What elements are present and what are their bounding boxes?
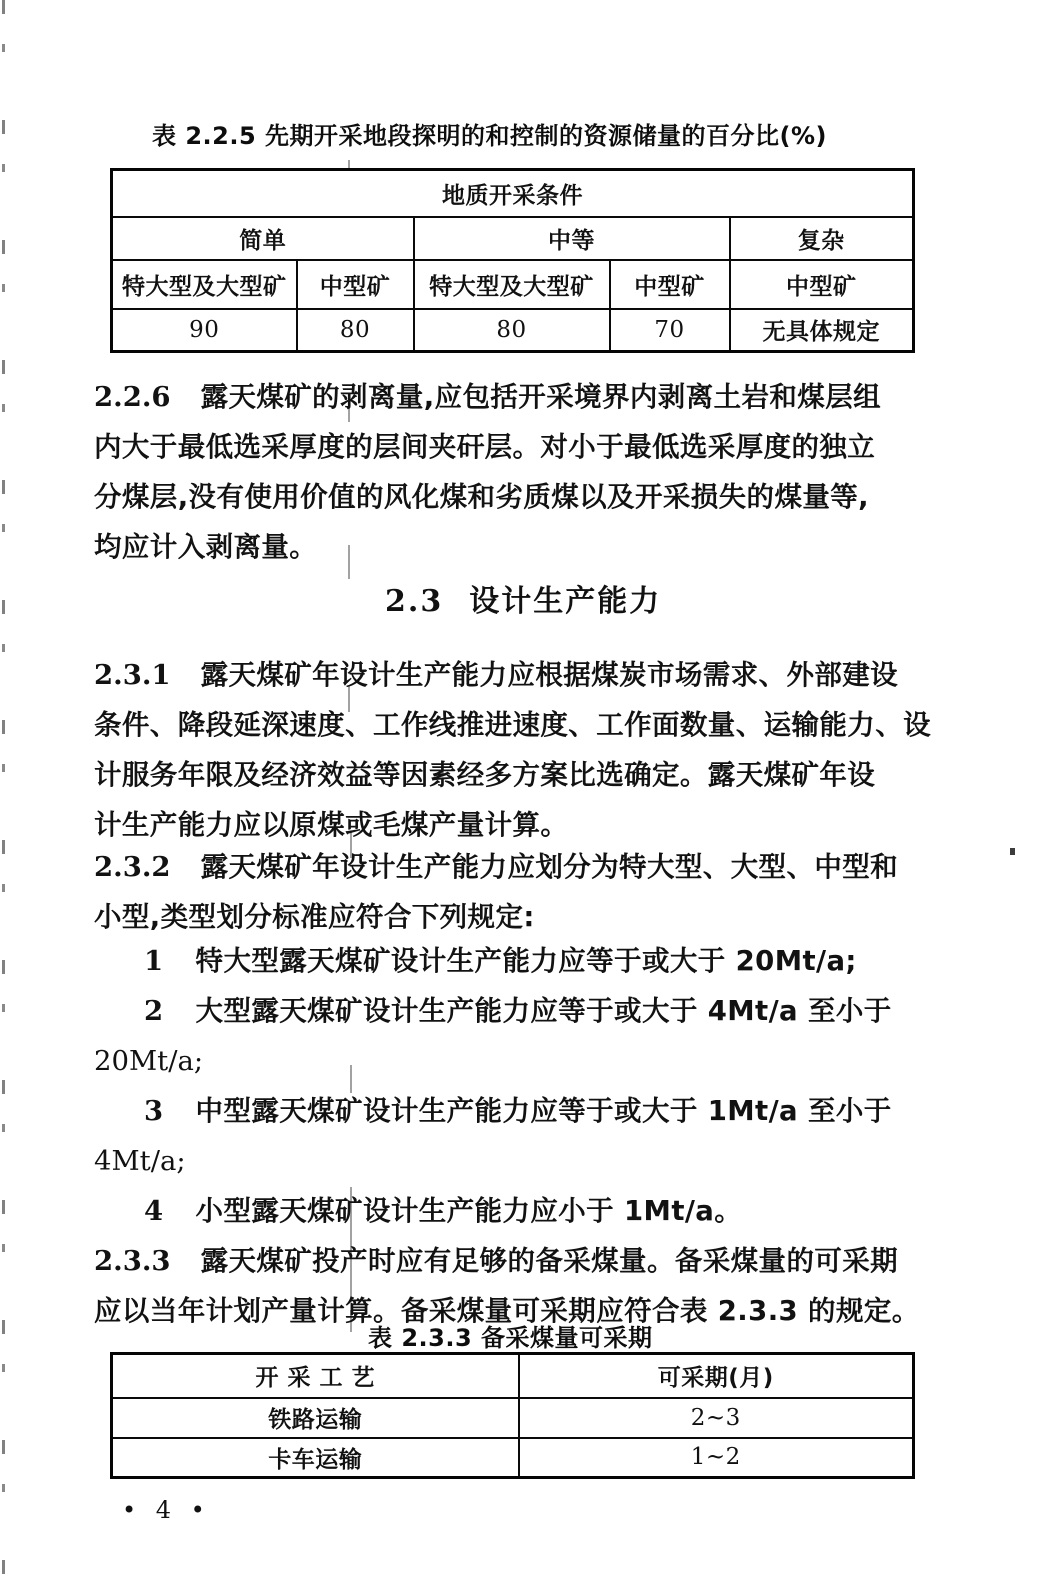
section-23-number: 2.3	[385, 584, 444, 619]
clause-232-item-3	[144, 1086, 892, 1136]
table-233-cell-method: 铁路运输	[112, 1398, 519, 1438]
section-23-heading	[385, 576, 661, 620]
list-item-number: 3	[144, 1095, 164, 1127]
table-233-header-period: 可采期(月)	[519, 1354, 914, 1398]
table-225-subheader: 中型矿	[730, 260, 914, 309]
table-225-subheader: 中型矿	[297, 260, 414, 309]
clause-226-line-1	[94, 372, 881, 422]
list-item-text: 特大型露天煤矿设计生产能力应等于或大于 20Mt/a;	[195, 945, 857, 977]
clause-232-item-3-cont	[94, 1136, 186, 1186]
clause-226-line-4: 均应计入剥离量。	[94, 531, 318, 563]
scan-edge-artifact	[2, 0, 5, 1579]
section-23-title: 设计生产能力	[469, 584, 662, 619]
table-row	[112, 309, 914, 352]
table-233-cell-method: 卡车运输	[112, 1438, 519, 1478]
clause-231-line-4: 计生产能力应以原煤或毛煤产量计算。	[94, 809, 569, 841]
scan-speck-artifact	[1010, 848, 1015, 855]
table-row	[112, 260, 914, 309]
clause-232-item-1	[144, 936, 857, 986]
table-row	[112, 1354, 914, 1398]
clause-233-text: 露天煤矿投产时应有足够的备采煤量。备采煤量的可采期	[200, 1245, 899, 1277]
clause-232-item-4	[144, 1186, 742, 1236]
list-item-text: 中型露天煤矿设计生产能力应等于或大于 1Mt/a 至小于	[195, 1095, 892, 1127]
table-225-group-complex: 复杂	[730, 217, 914, 260]
table-225-subheader: 中型矿	[610, 260, 730, 309]
table-233	[110, 1352, 915, 1479]
clause-226-line-3: 分煤层,没有使用价值的风化煤和劣质煤以及开采损失的煤量等,	[94, 481, 869, 513]
clause-232-line-1	[94, 842, 898, 892]
table-225-value: 70	[610, 309, 730, 352]
clause-226-text: 露天煤矿的剥离量,应包括开采境界内剥离土岩和煤层组	[200, 381, 882, 413]
table-225-value: 80	[297, 309, 414, 352]
table-row	[112, 1398, 914, 1438]
clause-232-number: 2.3.2	[94, 851, 171, 883]
list-item-text: 大型露天煤矿设计生产能力应等于或大于 4Mt/a 至小于	[195, 995, 892, 1027]
scan-streak-artifact	[348, 545, 350, 579]
clause-231-line-2: 条件、降段延深速度、工作线推进速度、工作面数量、运输能力、设	[94, 709, 931, 741]
table-233-caption: 表 2.3.3 备采煤量可采期	[368, 1324, 653, 1352]
list-item-number: 4	[144, 1195, 164, 1227]
table-225-value: 90	[112, 309, 297, 352]
clause-232-item-2	[144, 986, 892, 1036]
list-item-text-cont: 20Mt/a;	[94, 1045, 204, 1077]
clause-231-number: 2.3.1	[94, 659, 171, 691]
clause-233-line-1	[94, 1236, 898, 1286]
table-row	[112, 1438, 914, 1478]
clause-232-item-2-cont	[94, 1036, 203, 1086]
table-225-subheader: 特大型及大型矿	[414, 260, 610, 309]
clause-226-line-2: 内大于最低选采厚度的层间夹矸层。对小于最低选采厚度的独立	[94, 431, 876, 463]
table-row	[112, 170, 914, 217]
clause-233-number: 2.3.3	[94, 1245, 171, 1277]
table-225	[110, 168, 915, 353]
table-225-value: 80	[414, 309, 610, 352]
clause-232-line-2: 小型,类型划分标准应符合下列规定:	[94, 901, 535, 933]
list-item-number: 2	[144, 995, 164, 1027]
clause-231-line-3: 计服务年限及经济效益等因素经多方案比选确定。露天煤矿年设	[94, 759, 876, 791]
table-233-cell-value: 2~3	[519, 1398, 914, 1438]
list-item-number: 1	[144, 945, 164, 977]
table-225-subheader: 特大型及大型矿	[112, 260, 297, 309]
clause-233-line-2: 应以当年计划产量计算。备采煤量可采期应符合表 2.3.3 的规定。	[94, 1295, 920, 1327]
table-233-header-process: 开 采 工 艺	[112, 1354, 519, 1398]
table-225-header-condition: 地质开采条件	[112, 170, 914, 217]
clause-231-line-1	[94, 650, 898, 700]
list-item-text: 小型露天煤矿设计生产能力应小于 1Mt/a。	[195, 1195, 743, 1227]
table-225-group-simple: 简单	[112, 217, 414, 260]
table-233-cell-value: 1~2	[519, 1438, 914, 1478]
table-225-caption: 表 2.2.5 先期开采地段探明的和控制的资源储量的百分比(%)	[152, 122, 828, 150]
clause-232-text: 露天煤矿年设计生产能力应划分为特大型、大型、中型和	[200, 851, 899, 883]
page-number: • 4 •	[122, 1496, 211, 1524]
clause-231-text: 露天煤矿年设计生产能力应根据煤炭市场需求、外部建设	[200, 659, 899, 691]
list-item-text-cont: 4Mt/a;	[94, 1145, 186, 1177]
table-row	[112, 217, 914, 260]
table-225-group-medium: 中等	[414, 217, 730, 260]
table-225-value: 无具体规定	[730, 309, 914, 352]
clause-226-number: 2.2.6	[94, 381, 171, 413]
